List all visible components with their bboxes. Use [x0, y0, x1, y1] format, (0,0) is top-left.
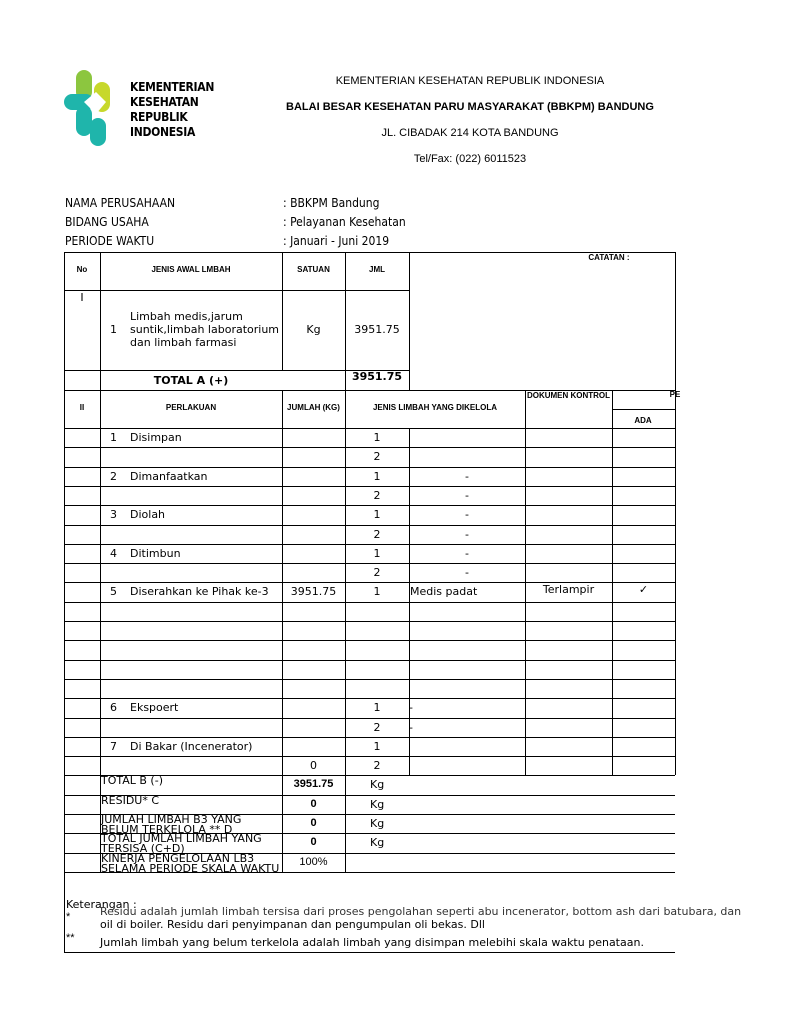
- treatment-index: 2: [373, 759, 381, 773]
- treatment-label: Diolah: [130, 508, 166, 522]
- grid-line: [64, 679, 675, 680]
- summary-value: 0: [310, 836, 317, 849]
- note-2-mark: **: [66, 932, 75, 944]
- treatment-number: 5: [110, 585, 117, 599]
- grid-line: [64, 428, 675, 429]
- grid-line: [64, 563, 675, 564]
- logo-line-4: INDONESIA: [130, 125, 196, 139]
- col-header-jenis-limbah: JENIS LIMBAH YANG DIKELOLA: [372, 403, 497, 412]
- treatment-waste-type: -: [465, 527, 469, 541]
- treatment-label: Dimanfaatkan: [130, 469, 208, 483]
- grid-line: [64, 872, 65, 952]
- treatment-amount: 0: [310, 759, 317, 773]
- logo-line-1: KEMENTERIAN: [130, 80, 215, 94]
- treatment-index: 2: [373, 720, 381, 734]
- treatment-index: 1: [373, 585, 381, 599]
- col-header-no: No: [76, 265, 88, 274]
- treatment-number: 7: [110, 739, 117, 753]
- section-i-label: I: [80, 291, 84, 304]
- waste-row-amount: 3951.75: [354, 323, 400, 336]
- notes-title: Keterangan :: [66, 898, 137, 911]
- grid-line: [612, 409, 675, 410]
- summary-value: 0: [310, 817, 317, 829]
- logo-line-3: REPUBLIK: [130, 110, 188, 124]
- treatment-waste-type: -: [409, 720, 413, 734]
- waste-row-unit: Kg: [306, 323, 321, 336]
- grid-line: [64, 621, 675, 622]
- catatan-label: CATATAN :: [588, 253, 630, 262]
- info-label-period: PERIODE WAKTU: [65, 234, 155, 248]
- treatment-label: Di Bakar (Incenerator): [130, 739, 253, 753]
- grid-line: [64, 525, 675, 526]
- institution-address: JL. CIBADAK 214 KOTA BANDUNG: [381, 127, 559, 139]
- logo-leaf-bottom-right: [90, 118, 106, 146]
- treatment-number: 3: [110, 508, 117, 522]
- treatment-index: 2: [373, 488, 381, 502]
- treatment-document: Terlampir: [542, 583, 595, 597]
- summary-value: 100%: [299, 855, 328, 868]
- ministry-logo: [62, 68, 122, 150]
- grid-line: [64, 602, 675, 603]
- treatment-waste-type: -: [465, 488, 469, 502]
- summary-label: JUMLAH LIMBAH B3 YANG BELUM TERKELOLA ** D: [101, 813, 242, 836]
- col-header-pe: PE: [669, 390, 681, 399]
- grid-line: [675, 390, 676, 775]
- total-a-value: 3951.75: [351, 370, 403, 383]
- col-header-perlakuan: PERLAKUAN: [165, 403, 217, 412]
- treatment-waste-type: -: [465, 469, 469, 483]
- info-value-business: : Pelayanan Kesehatan: [283, 215, 406, 229]
- col-header-jenis-awal: JENIS AWAL LMBAH: [151, 265, 231, 274]
- summary-label: TOTAL JUMLAH LIMBAH YANG TERSISA (C+D): [101, 832, 262, 856]
- waste-row-name: Limbah medis,jarum suntik,limbah laboratorium dan limbah farmasi: [130, 310, 280, 349]
- institution-name: BALAI BESAR KESEHATAN PARU MASYARAKAT (BBKPM) BANDUNG: [286, 101, 654, 113]
- info-label-business: BIDANG USAHA: [65, 215, 149, 229]
- treatment-index: 1: [373, 469, 381, 483]
- col-header-jml: JML: [369, 265, 385, 274]
- waste-row-number: 1: [110, 323, 117, 336]
- treatment-label: Ekspoert: [130, 701, 179, 715]
- info-value-company: : BBKPM Bandung: [283, 196, 380, 210]
- grid-line: [64, 737, 675, 738]
- treatment-index: 1: [373, 739, 381, 753]
- grid-line: [64, 660, 675, 661]
- institution-phone: Tel/Fax: (022) 6011523: [413, 153, 527, 165]
- summary-unit: Kg: [370, 797, 385, 811]
- summary-value: 0: [310, 797, 317, 810]
- grid-line: [64, 698, 675, 699]
- treatment-label: Disimpan: [130, 431, 182, 444]
- treatment-index: 1: [373, 431, 381, 444]
- col-header-jumlah: JUMLAH (KG): [287, 403, 340, 412]
- treatment-check: ✓: [638, 583, 649, 597]
- col-header-ada: ADA: [634, 416, 652, 425]
- summary-unit: Kg: [370, 817, 385, 830]
- treatment-index: 1: [373, 701, 381, 715]
- summary-value: 3951.75: [293, 778, 334, 791]
- grid-line: [64, 447, 675, 448]
- grid-line: [64, 718, 675, 719]
- treatment-number: 2: [110, 469, 117, 483]
- treatment-label: Diserahkan ke Pihak ke-3: [130, 585, 269, 599]
- treatment-number: 4: [110, 546, 117, 560]
- summary-label: KINERJA PENGELOLAAN LB3 SELAMA PERIODE SKALA WAKTU: [101, 851, 280, 875]
- treatment-index: 2: [373, 566, 381, 580]
- grid-line: [64, 775, 65, 872]
- note-2-text: Jumlah limbah yang belum terkelola adalah limbah yang disimpan melebihi skala waktu penataan.: [100, 936, 644, 949]
- summary-unit: Kg: [370, 836, 385, 850]
- grid-line: [64, 640, 675, 641]
- ministry-name: KEMENTERIAN KESEHATAN REPUBLIK INDONESIA: [335, 75, 605, 87]
- note-1-hidden-line: Residu adalah jumlah limbah tersisa dari proses pengolahan seperti abu incenerator, bottom ash dari batubara, dan: [100, 905, 742, 918]
- col-header-satuan: SATUAN: [297, 265, 330, 274]
- treatment-waste-type: -: [465, 566, 469, 580]
- treatment-waste-type: Medis padat: [410, 585, 478, 599]
- note-1-mark: *: [66, 911, 71, 923]
- info-label-company: NAMA PERUSAHAAN: [65, 196, 176, 210]
- grid-line: [64, 952, 675, 953]
- note-1-text: oil di boiler. Residu dari penyimpanan dan pengumpulan oli bekas. Dll: [100, 918, 485, 931]
- info-value-period: : Januari - Juni 2019: [283, 234, 390, 248]
- treatment-number: 1: [110, 431, 117, 444]
- logo-text: [130, 80, 214, 140]
- logo-leaf-bottom: [76, 106, 92, 136]
- treatment-waste-type: -: [465, 546, 469, 560]
- grid-line: [345, 775, 346, 872]
- treatment-waste-type: -: [465, 508, 469, 522]
- treatment-index: 2: [373, 527, 381, 541]
- treatment-label: Ditimbun: [130, 546, 181, 560]
- grid-line: [64, 486, 675, 487]
- treatment-index: 2: [373, 450, 381, 464]
- grid-line: [64, 756, 675, 757]
- total-a-label: TOTAL A (+): [153, 374, 229, 387]
- summary-label: RESIDU* C: [101, 793, 160, 807]
- col-header-ii: II: [79, 403, 85, 412]
- treatment-waste-type: -: [409, 701, 413, 715]
- grid-line: [64, 467, 675, 468]
- treatment-number: 6: [110, 701, 117, 715]
- grid-line: [64, 544, 675, 545]
- grid-line: [64, 505, 675, 506]
- treatment-index: 1: [373, 546, 381, 560]
- treatment-index: 1: [373, 508, 381, 522]
- logo-line-2: KESEHATAN: [130, 95, 199, 109]
- summary-unit: Kg: [370, 778, 385, 792]
- summary-label: TOTAL B (-): [101, 774, 163, 788]
- col-header-dokumen: DOKUMEN KONTROL: [526, 391, 611, 400]
- treatment-amount: 3951.75: [290, 585, 337, 599]
